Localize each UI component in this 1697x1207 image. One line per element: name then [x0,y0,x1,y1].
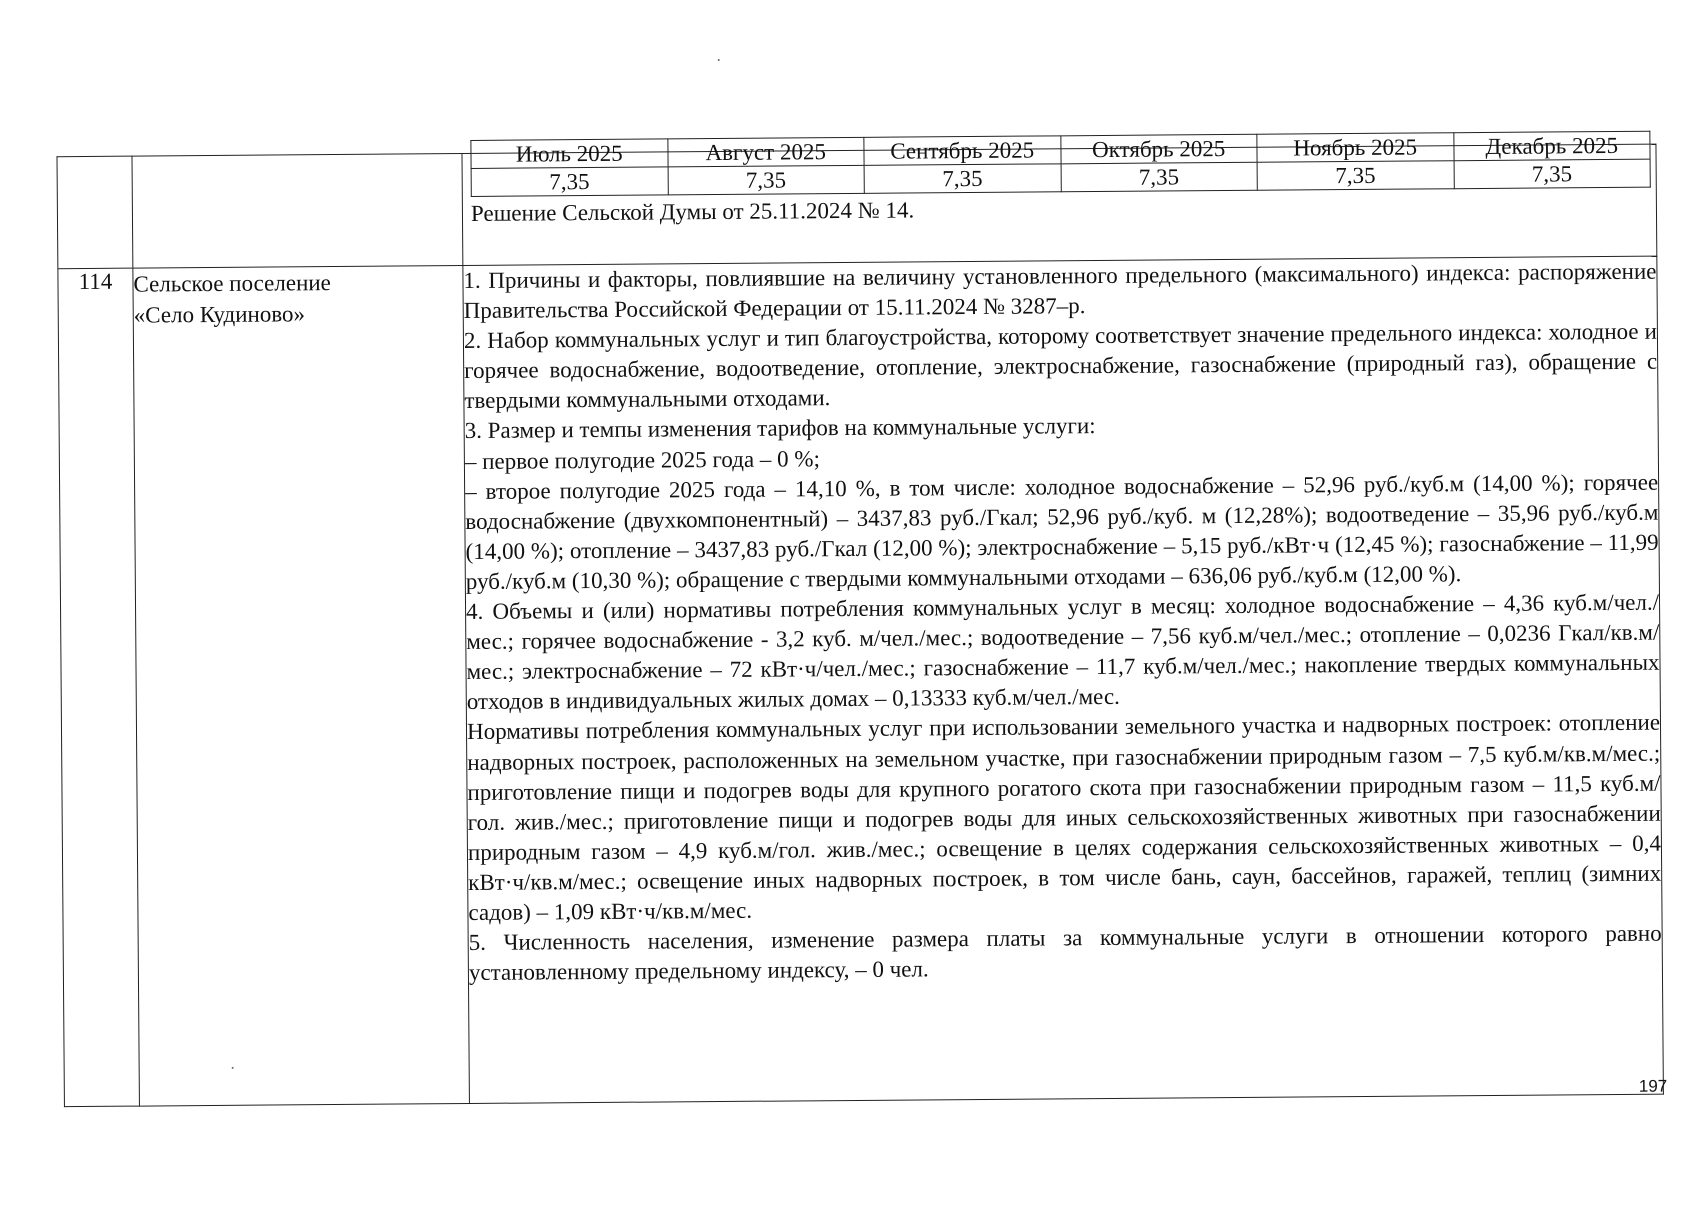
name-cell-empty [132,154,463,269]
month-header: Ноябрь 2025 [1257,133,1454,163]
decision-text: Решение Сельской Думы от 25.11.2024 № 14. [470,197,915,226]
paragraph-consumption-norms: 4. Объемы и (или) нормативы потребления коммунальных услуг в месяц: холодное водоснабжение – 4,36 куб.м/чел./мес.; горячее водоснабжение - 3,2 куб. м/чел./мес.; водоотведение – 7,56 куб.м/чел./мес.; отопление – 0,0236 Гкал/кв.м/мес.; электроснабжение – 72 кВт·ч/чел./мес.; газоснабжение – 11,7 куб.м/чел./мес.; накопление твердых коммунальных отходов в индивидуальных жилых домах – 0,13333 куб.м/чел./мес. [465,589,1660,715]
month-header: Август 2025 [667,137,864,167]
settlement-name [133,266,470,1107]
number-cell-empty [57,156,133,269]
settlement-name-line1: Сельское поселение [133,270,331,297]
entry-number: 114 [58,268,140,1107]
paragraph-causes: 1. Причины и факторы, повлиявшие на величину установленного предельного (максимального) индекса: распоряжение Правительства Российской Федерации от 15.11.2024 № 3287–р. [463,258,1657,324]
paragraph-population: 5. Численность населения, изменение размера платы за коммунальные услуги в отношении которого равно установленному предельному индексу, – 0 чел. [468,920,1662,986]
index-value: 7,35 [864,164,1061,194]
table-row [58,256,1664,1107]
paragraph-land-norms: Нормативы потребления коммунальных услуг при использовании земельного участка и надворных построек: отопление надворных построек, расположенных на земельном участке, при газоснабжении природным газом – 7,5 куб.м/кв.м/мес.; приготовление пищи и подогрев воды для крупного рогатого скота при газоснабжении природным газом – 11,5 куб.м/гол. жив./мес.; приготовление пищи и подогрев воды для иных сельскохозяйственных животных при газоснабжении природным газом – 4,9 куб.м/гол. жив./мес.; освещение в целях содержания сельскохозяйственных животных – 0,4 кВт·ч/кв.м/мес.; освещение иных надворных построек, в том числе бань, саун, бассейнов, гаражей, теплиц (зимних садов) – 1,09 кВт·ч/кв.м/мес. [466,710,1662,925]
month-header: Июль 2025 [471,139,668,169]
page-number: 197 [1638,1076,1668,1096]
monthly-index-table [470,131,1650,197]
paragraph-services-set: 2. Набор коммунальных услуг и тип благоустройства, которому соответствует значение предельного индекса: холодное и горячее водоснабжение, водоотведение, отопление, электроснабжение, газоснабжение (природный газ), обращение с твердыми коммунальными отходами. [463,318,1658,414]
description-cell [462,132,1657,265]
month-header: Декабрь 2025 [1453,131,1650,161]
index-value: 7,35 [668,165,865,195]
index-value: 7,35 [1061,162,1258,192]
table-row [57,144,1657,269]
month-header: Сентябрь 2025 [864,136,1061,166]
paragraph-second-half: – второе полугодие 2025 года – 14,10 %, в том числе: холодное водоснабжение – 52,96 руб./куб.м (14,00 %); горячее водоснабжение (двухкомпонентный) – 3437,83 руб./Гкал; 52,96 руб./куб. м (12,28%); водоотведение – 35,96 руб./куб.м (14,00 %); отопление – 3437,83 руб./Гкал (12,00 %); электроснабжение – 5,15 руб./кВт·ч (12,45 %); газоснабжение – 11,99 руб./куб.м (10,30 %); обращение с твердыми коммунальными отходами – 636,06 руб./куб.м (12,00 %). [465,469,1659,594]
index-value: 7,35 [471,167,668,197]
entry-description [463,256,1664,1103]
paragraph-first-half: – первое полугодие 2025 года – 0 %; [464,445,821,474]
scan-speck [718,59,720,61]
settlement-name-line2: «Село Кудиново» [133,301,306,328]
tariff-table [56,132,1663,1108]
index-value: 7,35 [1454,159,1651,189]
paragraph-tariffs-heading: 3. Размер и темпы изменения тарифов на коммунальные услуги: [464,413,1096,444]
month-header: Октябрь 2025 [1060,134,1257,164]
index-value: 7,35 [1257,161,1454,191]
